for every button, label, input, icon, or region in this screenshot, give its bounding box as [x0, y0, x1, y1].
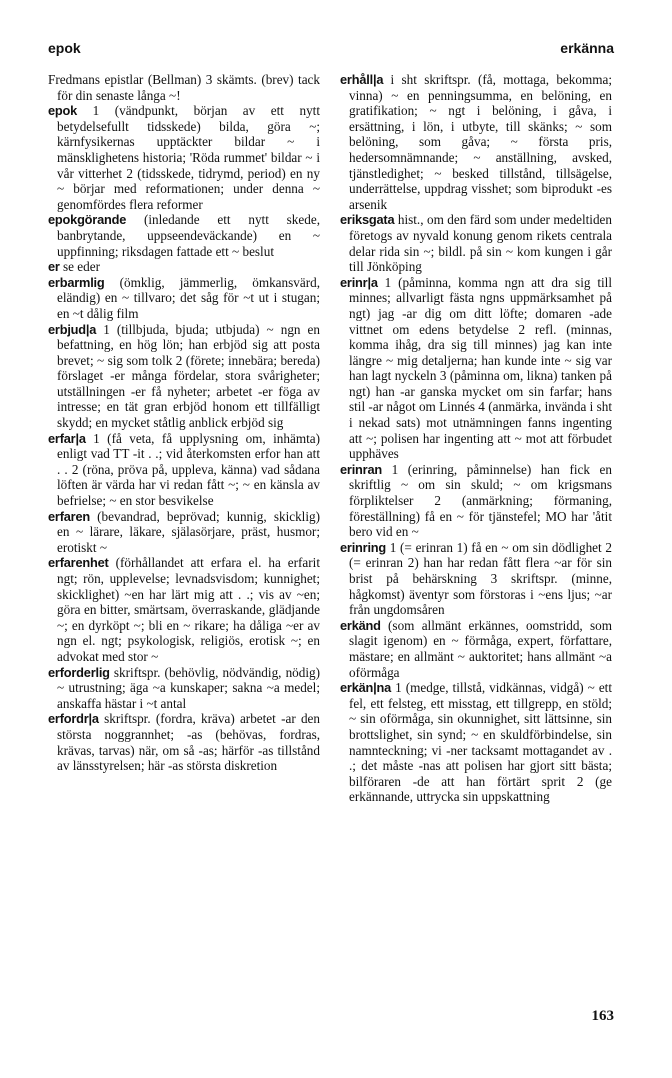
dictionary-entry: [48, 103, 320, 212]
entry-headword: erforderlig: [48, 664, 110, 680]
entry-headword: er: [48, 259, 60, 275]
entry-headword: erhåll|a: [340, 72, 384, 87]
entry-headword: epok: [48, 103, 78, 119]
entry-headword: erbarmlig: [48, 274, 105, 290]
entry-definition: (ömklig, jämmerlig, ömkansvärd, eländig) en ~ tillvaro; det såg för ~t ut i stugan; en ~t dålig film: [57, 274, 320, 321]
dictionary-entry: [48, 555, 320, 664]
entry-definition: hist., om den färd som under medeltiden företogs av nyvald konung genom rikets centrala delar rida sin ~; bildl. på sin ~ kom kungen i går till Jönköping: [349, 212, 612, 275]
guide-word-right: erkänna: [560, 40, 614, 56]
entry-definition: se eder: [59, 259, 100, 275]
entry-headword: erinr|a: [340, 274, 378, 290]
dictionary-entry: [48, 711, 320, 773]
entry-definition: 1 (vändpunkt, början av ett nytt betydelsefullt tidsskede) bilda, göra ~; kärnfysikernas upptäckter bildar ~ i mänsklighetens historia; 'Röda rummet' bildar ~ i vår vitterhet 2 (tidsskede, tidrymd, period) en ny ~ börjar med reformationen; under denna ~ genomfördes flera reformer: [57, 103, 320, 212]
page-number: 163: [591, 1008, 614, 1024]
entry-headword: erfarenhet: [48, 555, 109, 571]
dictionary-entry: [48, 259, 320, 275]
entry-definition: 1 (få veta, få upplysning om, inhämta) enligt vad TT -it . .; vid återkomsten erfor han att . . 2 (röna, pröva på, uppleva, känna) vad sådana löften är värda har vi redan fått ~; ~ en känsla av befrielse; ~ en stor besvikelse: [57, 430, 320, 509]
dictionary-entry: [48, 275, 320, 322]
entry-headword: erfar|a: [48, 430, 86, 446]
entry-definition: (förhållandet att erfara el. ha erfarit ngt; rön, upplevelse; levnadsvisdom; kunnighet; skicklighet) ~en har lärt mig att . .; vis av ~en; göra en bitter, smärtsam, överraskande, glädjande ~; en dyrköpt ~; bli en ~ rikare; ha dåliga ~er av ngn el. ngt; psykologisk, religiös, erotisk ~; en advokat med stor ~: [57, 555, 320, 664]
dictionary-entry: [340, 680, 612, 805]
dictionary-entry: [340, 540, 612, 618]
dictionary-entry: [340, 618, 612, 680]
entry-definition: (bevandrad, beprövad; kunnig, skicklig) en ~ lärare, läkare, själasörjare, präst, husmor; erotiskt ~: [57, 508, 320, 555]
dictionary-entry: [340, 72, 612, 212]
guide-word-left: epok: [48, 40, 81, 56]
entry-definition: i sht skriftspr. (få, mottaga, bekomma; vinna) ~ en penningsumma, en belöning, en gratifikation; ~ ngt i belöning, i gåva, i ersättning, i lön, i utbyte, till skänks; ~ som belöning, som gåva; ~ första pris, hedersomnämnande; ~ anställning, avsked, tjänstledighet; ~ besked tillstånd, tillsägelse, underrättelse, uppdrag visshet; som biprodukt -es arsenik: [349, 72, 612, 212]
dictionary-entry: [48, 665, 320, 712]
entry-definition: skriftspr. (fordra, kräva) arbetet -ar den största noggrannhet; -as (behövas, fordras, krävas, tarvas) när, om så -as; härför -as tillstånd av länsstyrelsen; här -as största diskretion: [57, 711, 320, 774]
dictionary-entry: [48, 509, 320, 556]
dictionary-entry: [340, 275, 612, 462]
entry-definition: (som allmänt erkännes, oomstridd, som slagit igenom) en ~ förmåga, expert, författare, mästare; en allmänt ~ auktoritet; hans allmänt ~a oförmåga: [349, 617, 612, 680]
entry-definition: 1 (erinring, påminnelse) han fick en skriftlig ~ om sin skuld; ~ om krigsmans förpliktelser 2 (anmärkning; förmaning, föreställning) få en ~ för tjänstefel; MO har 'åtit bero vid en ~: [349, 461, 612, 540]
entry-definition: 1 (påminna, komma ngn att dra sig till minnes; allvarligt fästa ngns uppmärksamhet på ngt) jag -ar dig om ditt löfte; domaren -ade vittnet om edens betydelse 2 refl. (minnas, komma ihåg, dra sig till minnes) jag kan inte längre ~ mig detaljerna; han kunde inte ~ sig var han lagt nyckeln 3 (påminna om, likna) tanken på ngt) han -ar ganska mycket om sin farfar; hans stil -ar något om Linnés 4 (anmärka, invända i sht i nekad sats) mot utnämningen fanns ingenting att ~; polisen har ingenting att ~ mot att förbudet upphäves: [349, 274, 612, 462]
entry-headword: erbjud|a: [48, 321, 97, 337]
entry-headword: erinring: [340, 539, 387, 555]
left-column: [48, 72, 320, 774]
entry-definition: 1 (= erinran 1) få en ~ om sin dödlighet 2 (= erinran 2) han har redan fått flera ~ar för sin brist på behärskning 3 skriftspr. (minne, hågkomst) äventyr som förstoras i ~ens ljus; ~ar från ungdomsåren: [349, 539, 612, 618]
entry-headword: eriksgata: [340, 212, 395, 228]
entry-headword: erinran: [340, 461, 382, 477]
entry-headword: epokgörande: [48, 212, 127, 228]
entry-headword: erkänd: [340, 617, 381, 633]
dictionary-entry: [340, 462, 612, 540]
dictionary-entry: [48, 72, 320, 103]
dictionary-entry: [48, 322, 320, 431]
dictionary-entry: [340, 212, 612, 274]
entry-definition: skriftspr. (behövlig, nödvändig, nödig) ~ utrustning; äga ~a kunskaper; sakna ~a medel; anskaffa hästar i ~t antal: [57, 664, 320, 711]
entry-definition: Fredmans epistlar (Bellman) 3 skämts. (brev) tack för din senaste långa ~!: [48, 72, 320, 103]
entry-headword: erfordr|a: [48, 711, 99, 727]
entry-headword: erkän|na: [340, 680, 392, 696]
entry-headword: erfaren: [48, 508, 90, 524]
dictionary-entry: [48, 212, 320, 259]
dictionary-entry: [48, 431, 320, 509]
right-column: [340, 72, 612, 805]
entry-definition: 1 (tillbjuda, bjuda; utbjuda) ~ ngn en befattning, en hög lön; han erbjöd sig att posta brevet; ~ sig som tolk 2 (förete; innebära; bereda) förslaget -er många fördelar, stora svårigheter; utställningen -er få nyheter; arbetet -er föga av intresse; en tät gran erbjöd honom ett tillfälligt skydd; en mycket ståtlig anblick erbjöd sig: [57, 321, 320, 431]
entry-definition: (inledande ett nytt skede, banbrytande, uppseendeväckande) en ~ uppfinning; riksdagen fattade ett ~ beslut: [57, 212, 320, 259]
entry-definition: 1 (medge, tillstå, vidkännas, vidgå) ~ ett fel, ett felsteg, ett misstag, ett tillgrepp, en stöld; ~ sin oförmåga, sin okunnighet, sitt lättsinne, sin brottslighet, sin synd; ~ en skuldförbindelse, sin namnteckning; vi -ner tacksamt mottagandet av . .; det måste -nas att polisen har gjort sitt bästa; bilföraren -de att han förtärt sprit 2 (ge erkännande, uttrycka sin uppskattning: [349, 680, 612, 805]
